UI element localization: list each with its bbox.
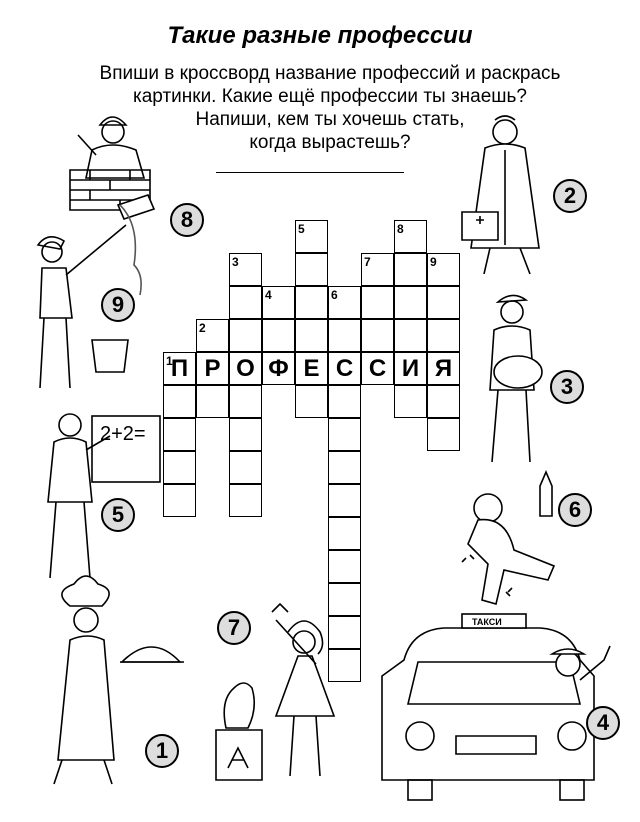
keyword-letter: П xyxy=(170,355,189,382)
clue-number: 2 xyxy=(199,321,206,335)
badge-9: 9 xyxy=(101,288,135,322)
badge-3: 3 xyxy=(550,370,584,404)
badge-6: 6 xyxy=(558,493,592,527)
crossword-cell[interactable] xyxy=(361,319,394,352)
crossword-cell[interactable] xyxy=(295,253,328,286)
crossword-cell[interactable] xyxy=(394,286,427,319)
crossword-cell[interactable] xyxy=(229,286,262,319)
crossword-cell[interactable] xyxy=(163,385,196,418)
instruction-line-2: картинки. Какие ещё профессии ты знаешь? xyxy=(133,86,527,107)
page-title: Такие разные профессии xyxy=(167,22,473,49)
keyword-letter: И xyxy=(401,355,420,382)
crossword-cell[interactable] xyxy=(427,385,460,418)
badge-7: 7 xyxy=(217,611,251,645)
badge-2: 2 xyxy=(553,179,587,213)
keyword-letter: Я xyxy=(434,355,453,382)
crossword-cell[interactable] xyxy=(328,451,361,484)
crossword-cell[interactable] xyxy=(295,385,328,418)
badge-4: 4 xyxy=(586,706,620,740)
crossword-cell[interactable] xyxy=(394,253,427,286)
crossword-cell[interactable] xyxy=(427,418,460,451)
keyword-letter: С xyxy=(335,355,354,382)
crossword-cell[interactable] xyxy=(229,418,262,451)
crossword-cell[interactable] xyxy=(328,484,361,517)
clue-number: 5 xyxy=(298,222,305,236)
crossword-cell[interactable] xyxy=(229,319,262,352)
clue-number: 9 xyxy=(430,255,437,269)
badge-1: 1 xyxy=(145,734,179,768)
clue-number: 1 xyxy=(166,354,173,368)
crossword-cell[interactable] xyxy=(427,319,460,352)
crossword-cell[interactable] xyxy=(328,649,361,682)
badge-5: 5 xyxy=(101,498,135,532)
keyword-letter: О xyxy=(236,355,255,382)
taxi-sign: ТАКСИ xyxy=(472,617,502,627)
crossword-cell[interactable] xyxy=(394,385,427,418)
crossword-cell[interactable] xyxy=(229,484,262,517)
clue-number: 4 xyxy=(265,288,272,302)
crossword-cell[interactable] xyxy=(163,484,196,517)
keyword-letter: Е xyxy=(303,355,320,382)
crossword-cell[interactable] xyxy=(328,550,361,583)
crossword-cell[interactable] xyxy=(328,583,361,616)
clue-number: 8 xyxy=(397,222,404,236)
crossword-cell[interactable] xyxy=(328,517,361,550)
crossword-cell[interactable] xyxy=(295,286,328,319)
clue-number: 6 xyxy=(331,288,338,302)
keyword-letter: С xyxy=(368,355,387,382)
instruction-line-4: когда вырастешь? xyxy=(249,132,411,153)
clue-number: 7 xyxy=(364,255,371,269)
crossword-cell[interactable] xyxy=(163,451,196,484)
crossword-cell[interactable] xyxy=(328,319,361,352)
crossword-cell[interactable] xyxy=(328,385,361,418)
crossword-cell[interactable] xyxy=(427,286,460,319)
crossword-cell[interactable] xyxy=(262,319,295,352)
crossword-cell[interactable] xyxy=(163,418,196,451)
crossword-cell[interactable] xyxy=(328,616,361,649)
crossword-cell[interactable] xyxy=(328,418,361,451)
keyword-letter: Ф xyxy=(268,355,289,382)
instruction-line-1: Впиши в кроссворд название профессий и раскрась xyxy=(99,63,561,84)
crossword-cell[interactable] xyxy=(295,319,328,352)
crossword-cell[interactable] xyxy=(196,385,229,418)
keyword-letter: Р xyxy=(204,355,221,382)
clue-number: 3 xyxy=(232,255,239,269)
crossword-cell[interactable] xyxy=(361,286,394,319)
badge-8: 8 xyxy=(170,203,204,237)
instruction-line-3: Напиши, кем ты хочешь стать, xyxy=(195,109,465,130)
crossword-cell[interactable] xyxy=(229,385,262,418)
board-text: 2+2= xyxy=(100,423,146,445)
crossword-cell[interactable] xyxy=(229,451,262,484)
crossword-cell[interactable] xyxy=(394,319,427,352)
